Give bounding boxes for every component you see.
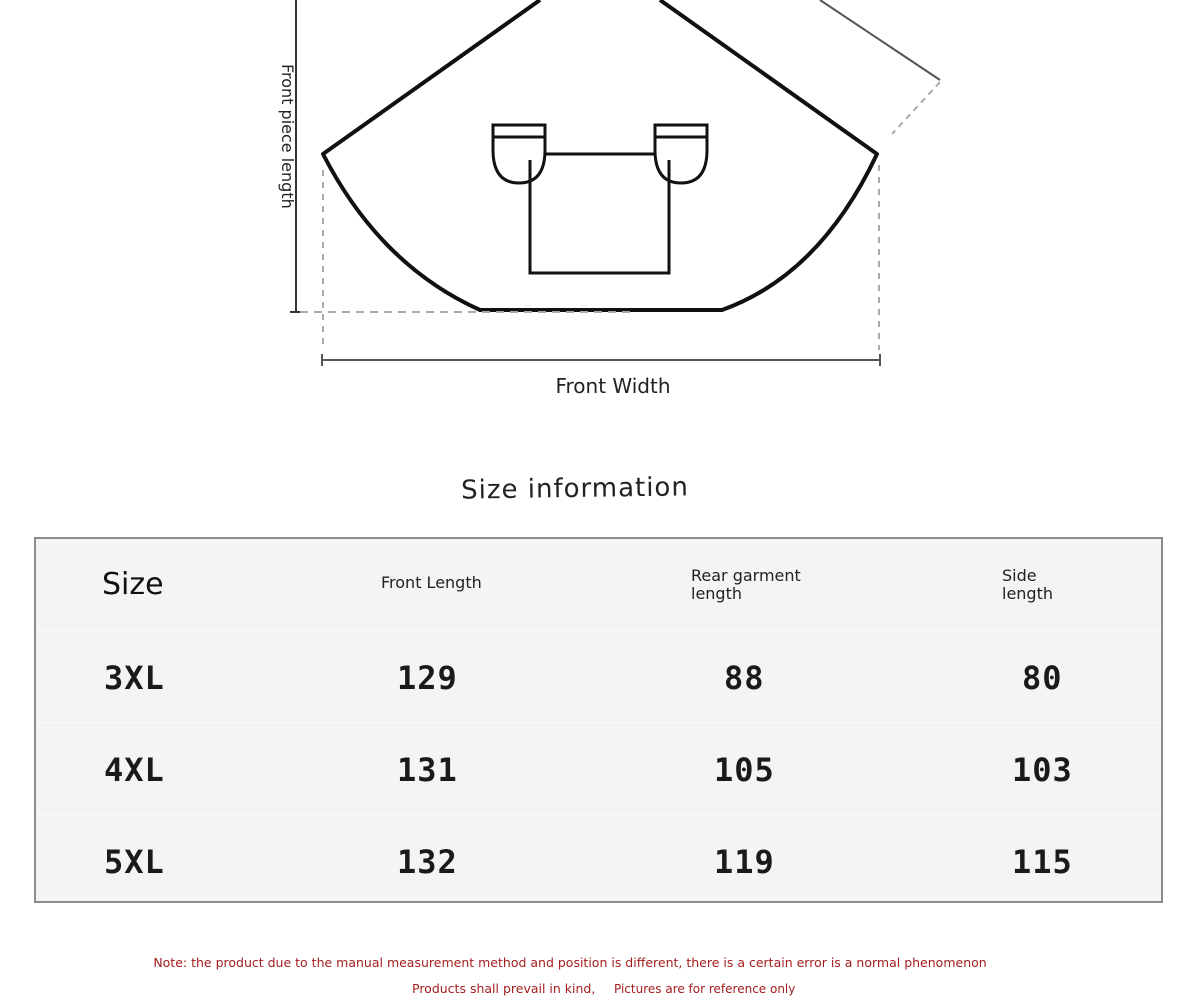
side-length-cell: 80	[1022, 659, 1063, 697]
header-rear-length: Rear garment length	[691, 566, 801, 603]
left-armhole	[493, 125, 545, 183]
table-row	[36, 722, 1161, 815]
inner-panel	[530, 154, 669, 273]
header-size: Size	[102, 567, 164, 602]
front-piece-length-label: Front piece length	[278, 64, 297, 209]
product-note: Products shall prevail in kind,	[412, 981, 596, 996]
size-cell: 4XL	[104, 751, 165, 789]
table-row	[36, 630, 1161, 723]
size-cell: 5XL	[104, 843, 165, 881]
reference-note: Pictures are for reference only	[614, 982, 796, 996]
side-length-dimension-line	[820, 0, 940, 80]
garment-measurement-diagram	[0, 0, 1200, 420]
size-table	[34, 537, 1163, 903]
front-length-cell: 132	[397, 843, 458, 881]
side-length-cell: 115	[1012, 843, 1073, 881]
measurement-note: Note: the product due to the manual measurement method and position is different, there is a certain error is a normal phenomenon	[153, 955, 987, 970]
front-width-label: Front Width	[555, 374, 671, 398]
size-information-title: Size information	[460, 472, 690, 506]
header-front-length: Front Length	[381, 573, 482, 592]
table-row	[36, 814, 1161, 904]
right-armhole	[655, 125, 707, 183]
rear-length-cell: 119	[714, 843, 775, 881]
size-cell: 3XL	[104, 659, 165, 697]
rear-length-cell: 105	[714, 751, 775, 789]
table-header-row	[36, 539, 1161, 630]
header-side-length: Side length	[1002, 566, 1053, 603]
front-length-cell: 129	[397, 659, 458, 697]
front-length-cell: 131	[397, 751, 458, 789]
rear-length-cell: 88	[724, 659, 765, 697]
side-length-cell: 103	[1012, 751, 1073, 789]
